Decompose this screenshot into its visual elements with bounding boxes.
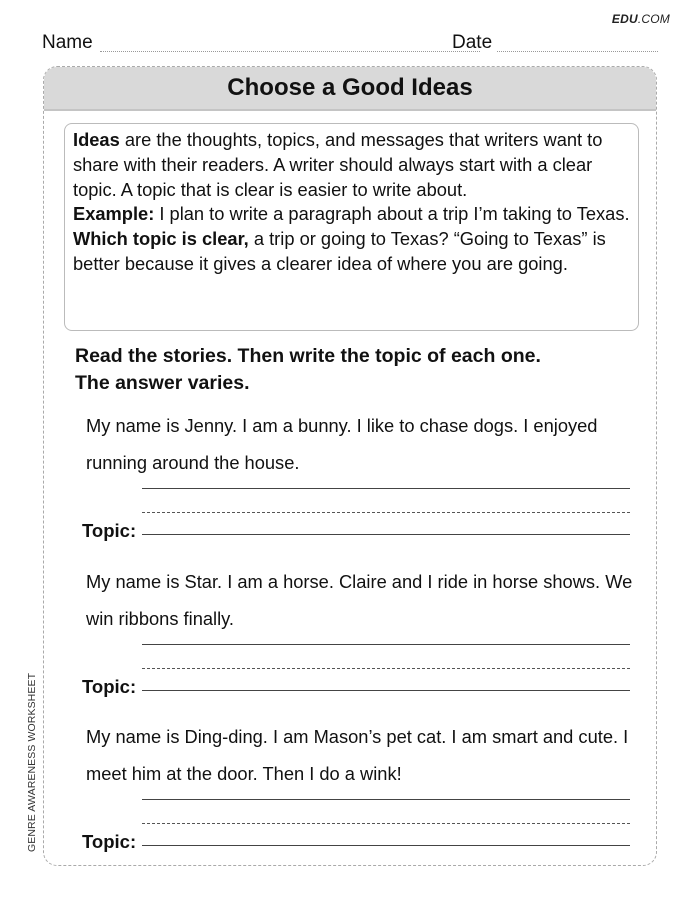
answer-guide-line — [142, 668, 630, 669]
info-example-rest: a trip or going to Texas? “Going to Texas” is better because it gives a clearer idea of where you are going. — [73, 228, 606, 274]
topic-answer-3[interactable] — [82, 799, 630, 855]
name-field[interactable] — [100, 51, 480, 52]
story-2: My name is Star. I am a horse. Claire and I ride in horse shows. We win ribbons finally. — [86, 571, 633, 629]
name-date-row — [42, 30, 658, 54]
side-label: GENRE AWARENESS WORKSHEET — [26, 672, 38, 852]
date-label: Date — [452, 32, 493, 53]
brand-bold: EDU — [611, 12, 638, 26]
name-label: Name — [42, 32, 93, 53]
answer-line[interactable] — [142, 488, 630, 489]
answer-line[interactable] — [142, 644, 630, 645]
answer-line[interactable] — [142, 845, 630, 846]
brand-logo — [612, 12, 670, 26]
title-band — [44, 67, 656, 111]
answer-line[interactable] — [142, 534, 630, 535]
worksheet-title: Choose a Good Ideas — [227, 74, 473, 101]
worksheet-panel — [43, 66, 657, 866]
answer-line[interactable] — [142, 799, 630, 800]
instructions-line-1: Read the stories. Then write the topic of each one. — [75, 345, 541, 367]
date-field[interactable] — [497, 51, 658, 52]
topic-answer-1[interactable] — [82, 488, 630, 544]
story-3: My name is Ding-ding. I am Mason’s pet cat. I am smart and cute. I meet him at the door. Then I do a wink! — [86, 726, 629, 784]
info-paragraph-example — [73, 202, 630, 276]
answer-guide-line — [142, 823, 630, 824]
info-term-ideas: Ideas — [73, 129, 120, 150]
info-ideas-text: are the thoughts, topics, and messages that writers want to share with their readers. A writer should always start with a clear topic. A topic that is clear is easier to write about. — [73, 129, 603, 200]
instructions-line-2: The answer varies. — [75, 372, 250, 394]
info-example-text: I plan to write a paragraph about a trip I’m taking to Texas. — [154, 203, 630, 225]
info-term-example: Example: — [73, 203, 155, 225]
topic-answer-2[interactable] — [82, 644, 630, 700]
topic-label: Topic: — [82, 676, 137, 697]
brand-rest: .COM — [637, 12, 670, 26]
topic-label: Topic: — [82, 831, 137, 852]
info-question-bold: Which topic is clear, — [73, 228, 249, 250]
answer-guide-line — [142, 512, 630, 513]
info-paragraph-ideas — [73, 128, 630, 202]
instructions — [75, 343, 541, 397]
info-box — [64, 123, 639, 331]
topic-label: Topic: — [82, 520, 137, 541]
story-1: My name is Jenny. I am a bunny. I like to chase dogs. I enjoyed running around the house. — [86, 415, 598, 473]
answer-line[interactable] — [142, 690, 630, 691]
